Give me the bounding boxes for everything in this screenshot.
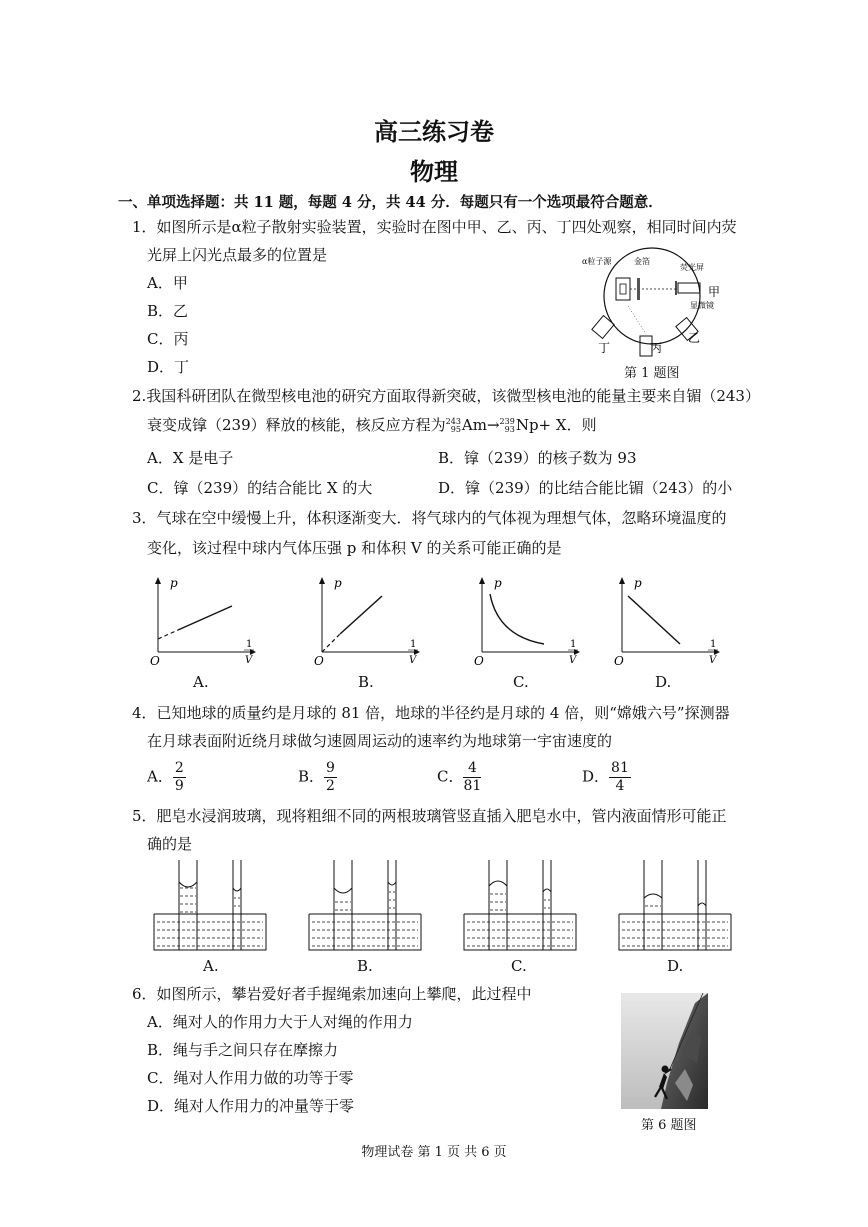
q6-option-d: D．绳对人作用力的冲量等于零 [147, 1097, 355, 1115]
q2-np-symbol: Np+ X [515, 416, 567, 434]
q3-stem-line2: 变化，该过程中球内气体压强 p 和体积 V 的关系可能正确的是 [147, 539, 562, 557]
q1-fig-screen-label: 荧光屏 [680, 263, 704, 272]
q2-am-z: 95 [450, 425, 461, 434]
q3-c-y-label: p [494, 576, 502, 590]
q3-graph-d [614, 574, 724, 669]
q6-option-a: A．绳对人的作用力大于人对绳的作用力 [147, 1013, 413, 1031]
q1-option-b: B．乙 [147, 302, 189, 320]
q1-fig-jia-label: 甲 [708, 285, 721, 299]
q3-a-origin: O [150, 654, 160, 668]
q4-b-den: 2 [326, 778, 335, 794]
q1-stem-line2: 光屏上闪光点最多的位置是 [147, 246, 328, 264]
q3-b-y-label: p [334, 576, 342, 590]
q3-option-d: D. [655, 673, 672, 691]
q3-option-c: C. [513, 673, 529, 691]
q3-c-x-den: V [569, 655, 577, 666]
q3-graph-b [314, 574, 424, 669]
q6-option-c: C．绳对人作用力做的功等于零 [147, 1069, 354, 1087]
q3-c-x-num: 1 [570, 639, 577, 650]
q4-a-den: 9 [174, 778, 184, 794]
q6-climber-photo [621, 993, 708, 1109]
q3-a-x-den: V [245, 655, 253, 666]
q4-c-den: 81 [463, 778, 482, 794]
q4-b-fraction [324, 760, 337, 795]
q2-option-a: A．X 是电子 [147, 449, 234, 467]
q3-option-b: B. [358, 673, 374, 691]
q5-figure-a [153, 858, 268, 954]
q4-c-num: 4 [463, 760, 481, 778]
q2-option-b: B．镎（239）的核子数为 93 [438, 449, 637, 467]
q5-option-c: C. [511, 957, 527, 975]
q4-a-num: 2 [174, 760, 184, 776]
q1-fig-micro-label: 显微镜 [690, 301, 714, 310]
q4-option-a [147, 760, 186, 795]
q4-option-c [437, 760, 481, 795]
q5-option-d: D. [667, 957, 684, 975]
q2-am-nuclide [446, 418, 461, 434]
q5-option-a: A. [203, 957, 219, 975]
q2-stem-end: ．则 [566, 416, 597, 434]
q4-option-d [582, 760, 631, 795]
q4-c-fraction [463, 760, 481, 795]
page-footer: 物理试卷 第 1 页 共 6 页 [361, 1145, 507, 1160]
q2-np-mass: 239 [499, 417, 515, 426]
q1-stem-line1: 1．如图所示是α粒子散射实验装置，实验时在图中甲、乙、丙、丁四处观察，相同时间内荧 [132, 218, 737, 236]
q2-option-d: D．镎（239）的比结合能比镅（243）的小 [438, 479, 733, 497]
q3-a-y-label: p [170, 576, 178, 590]
q3-b-x-den: V [409, 655, 417, 666]
q3-d-y-label: p [634, 576, 642, 590]
q5-figure-d [618, 858, 733, 954]
q1-fig-source-label: α粒子源 [582, 257, 612, 266]
q3-d-x-num: 1 [710, 639, 717, 650]
q3-b-x-num: 1 [410, 639, 417, 650]
q2-np-z: 93 [504, 425, 515, 434]
q4-d-num: 81 [611, 760, 629, 776]
q1-fig-bing-label: 丙 [650, 341, 663, 355]
q1-fig-ding-label: 丁 [598, 341, 611, 355]
q3-d-origin: O [614, 654, 624, 668]
q1-option-c: C．丙 [147, 330, 189, 348]
q1-option-a: A．甲 [147, 274, 188, 292]
q4-a-label: A． [147, 767, 173, 786]
q2-am-symbol: Am→ [461, 416, 500, 434]
q5-stem-line1: 5．肥皂水浸润玻璃，现将粗细不同的两根玻璃管竖直插入肥皂水中，管内液面情形可能正 [132, 807, 727, 825]
q1-figure-caption: 第 1 题图 [624, 366, 680, 381]
q1-fig-foil-label: 金箔 [634, 257, 650, 266]
q2-am-mass: 243 [445, 417, 461, 426]
q2-stem-line2 [147, 414, 597, 435]
q5-stem-line2: 确的是 [147, 835, 193, 853]
q4-b-label: B． [298, 767, 325, 786]
q3-stem-line1: 3．气球在空中缓慢上升，体积逐渐变大．将气球内的气体视为理想气体，忽略环境温度的 [132, 509, 727, 527]
q6-option-b: B．绳与手之间只存在摩擦力 [147, 1041, 339, 1059]
q5-figure-c [463, 858, 578, 954]
q4-a-fraction [173, 760, 186, 795]
q4-option-b [298, 760, 337, 795]
q3-a-x-num: 1 [246, 639, 253, 650]
q4-d-fraction [609, 760, 631, 795]
q2-stem-line2-text: 衰变成镎（239）释放的核能，核反应方程为 [147, 416, 446, 434]
q1-fig-yi-label: 乙 [688, 331, 701, 345]
q3-b-origin: O [314, 654, 324, 668]
q3-d-x-den: V [709, 655, 717, 666]
subject-title: 物理 [410, 157, 458, 186]
q2-np-nuclide [500, 418, 515, 434]
q4-stem-line1: 4．已知地球的质量约是月球的 81 倍，地球的半径约是月球的 4 倍，则“嫦娥六号”探测器 [132, 704, 730, 722]
q4-b-num: 9 [326, 760, 335, 776]
q4-d-label: D． [582, 767, 610, 786]
q2-option-c: C．镎（239）的结合能比 X 的大 [147, 479, 373, 497]
q5-option-b: B. [357, 957, 373, 975]
q3-graph-a [150, 574, 260, 669]
q6-stem: 6．如图所示，攀岩爱好者手握绳索加速向上攀爬，此过程中 [132, 985, 532, 1003]
q5-figure-b [308, 858, 423, 954]
q4-c-label: C． [437, 767, 464, 786]
q4-stem-line2: 在月球表面附近绕月球做匀速圆周运动的速率约为地球第一宇宙速度的 [147, 732, 613, 750]
q3-option-a: A. [193, 673, 209, 691]
page-title: 高三练习卷 [374, 117, 494, 146]
q2-stem-line1: 2.我国科研团队在微型核电池的研究方面取得新突破，该微型核电池的能量主要来自镅（243） [132, 387, 760, 405]
q3-graph-c [474, 574, 584, 669]
q4-d-den: 4 [615, 778, 625, 794]
q6-figure-caption: 第 6 题图 [641, 1118, 697, 1133]
q3-c-origin: O [474, 654, 484, 668]
section-heading: 一、单项选择题：共 11 题，每题 4 分，共 44 分．每题只有一个选项最符合题意． [118, 194, 663, 211]
q1-figure [580, 248, 730, 363]
q1-option-d: D．丁 [147, 358, 190, 376]
